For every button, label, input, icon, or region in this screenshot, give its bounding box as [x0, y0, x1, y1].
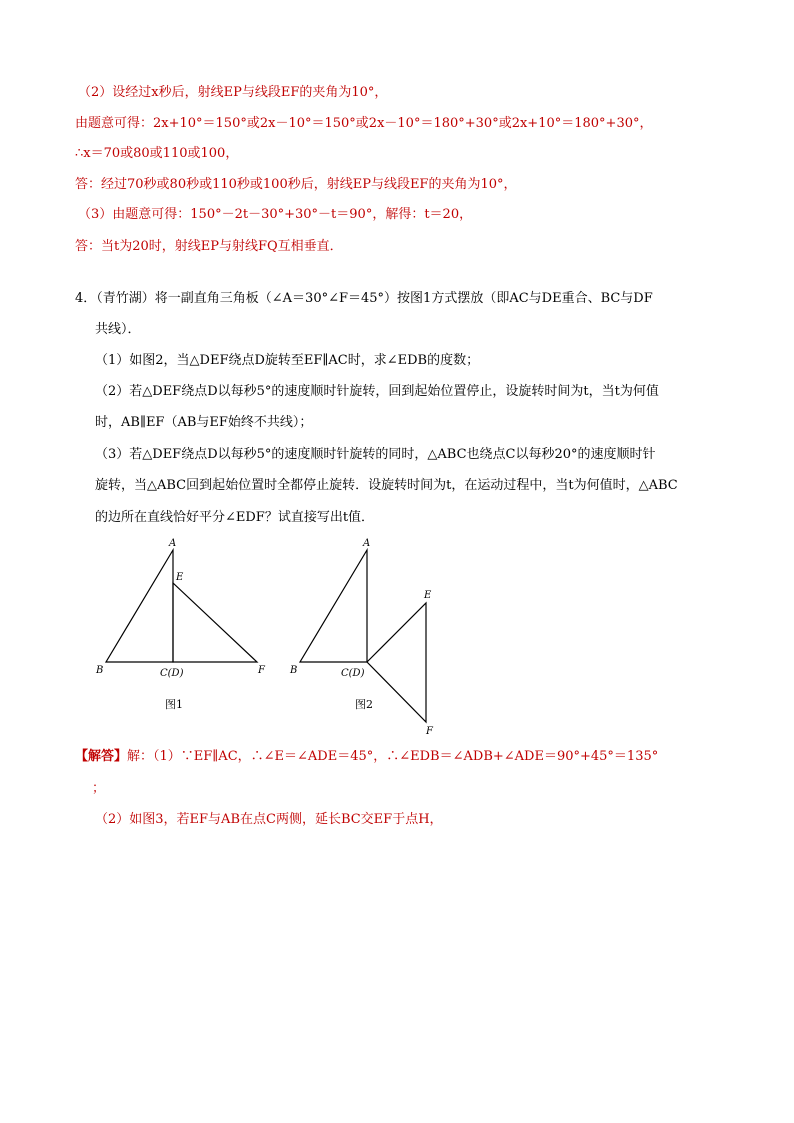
fig1-label-e: E — [176, 572, 184, 583]
fig2-label-e: E — [424, 590, 432, 601]
fig1-label-cd: C(D) — [160, 668, 184, 679]
q4-sub3-line-2: 旋转，当△ABC回到起始位置时全都停止旋转．设旋转时间为t，在运动过程中，当t为何值时，△ABC — [95, 478, 678, 493]
answer-line-1-cont: ； — [92, 781, 106, 796]
part2-line-3: ∴x＝70或80或110或100， — [75, 146, 239, 161]
q4-sub2-line-2: 时，AB∥EF（AB与EF始终不共线）； — [95, 415, 313, 430]
fig1-triangle-abc — [106, 550, 173, 662]
q4-title-line-2: 共线）． — [95, 322, 141, 337]
fig2-label-b: B — [290, 665, 298, 676]
fig1-triangle-def — [173, 583, 257, 662]
answer-tag: 【解答】 — [75, 749, 128, 764]
q4-sub3-line-1: （3）若△DEF绕点D以每秒5°的速度顺时针旋转的同时，△ABC也绕点C以每秒20°的速度顺时针 — [95, 447, 656, 462]
fig2-caption: 图2 — [355, 698, 373, 711]
answer-line-1-text: 解：（1）∵EF∥AC，∴∠E＝∠ADE＝45°，∴∠EDB＝∠ADB+∠ADE＝90°+45°＝135° — [127, 749, 659, 764]
q4-sub3-line-3: 的边所在直线恰好平分∠EDF？试直接写出t值． — [95, 510, 375, 525]
part2-line-1: （2）设经过x秒后，射线EP与线段EF的夹角为10°， — [78, 85, 388, 100]
fig2-triangle-abc — [300, 550, 367, 662]
part2-line-6: 答：当t为20时，射线EP与射线FQ互相垂直． — [75, 239, 343, 254]
part2-line-2: 由题意可得：2x+10°＝150°或2x－10°＝150°或2x－10°＝180°+30°或2x+10°＝180°+30°， — [75, 116, 653, 131]
fig1-label-a: A — [169, 538, 177, 549]
figure-2 — [300, 550, 426, 722]
fig2-triangle-def — [367, 603, 426, 722]
q4-title-line-1: 4．（青竹湖）将一副直角三角板（∠A＝30°∠F＝45°）按图1方式摆放（即AC与DE重合、BC与DF — [75, 291, 653, 306]
fig2-label-a: A — [363, 538, 371, 549]
fig2-label-f: F — [426, 726, 433, 737]
fig2-label-cd: C(D) — [341, 668, 365, 679]
fig1-label-b: B — [96, 665, 104, 676]
q4-sub1: （1）如图2，当△DEF绕点D旋转至EF∥AC时，求∠EDB的度数； — [95, 353, 480, 368]
answer-line-2: （2）如图3，若EF与AB在点C两侧，延长BC交EF于点H， — [95, 812, 443, 827]
answer-line-1 — [75, 748, 794, 766]
q4-sub2-line-1: （2）若△DEF绕点D以每秒5°的速度顺时针旋转，回到起始位置停止，设旋转时间为t，当t为何值 — [95, 384, 659, 399]
fig1-label-f: F — [258, 665, 265, 676]
part2-line-4: 答：经过70秒或80秒或110秒或100秒后，射线EP与线段EF的夹角为10°， — [75, 177, 517, 192]
fig1-caption: 图1 — [165, 698, 183, 711]
part2-line-5: （3）由题意可得：150°－2t－30°+30°－t＝90°，解得：t＝20， — [78, 207, 473, 222]
figure-1 — [106, 550, 257, 662]
